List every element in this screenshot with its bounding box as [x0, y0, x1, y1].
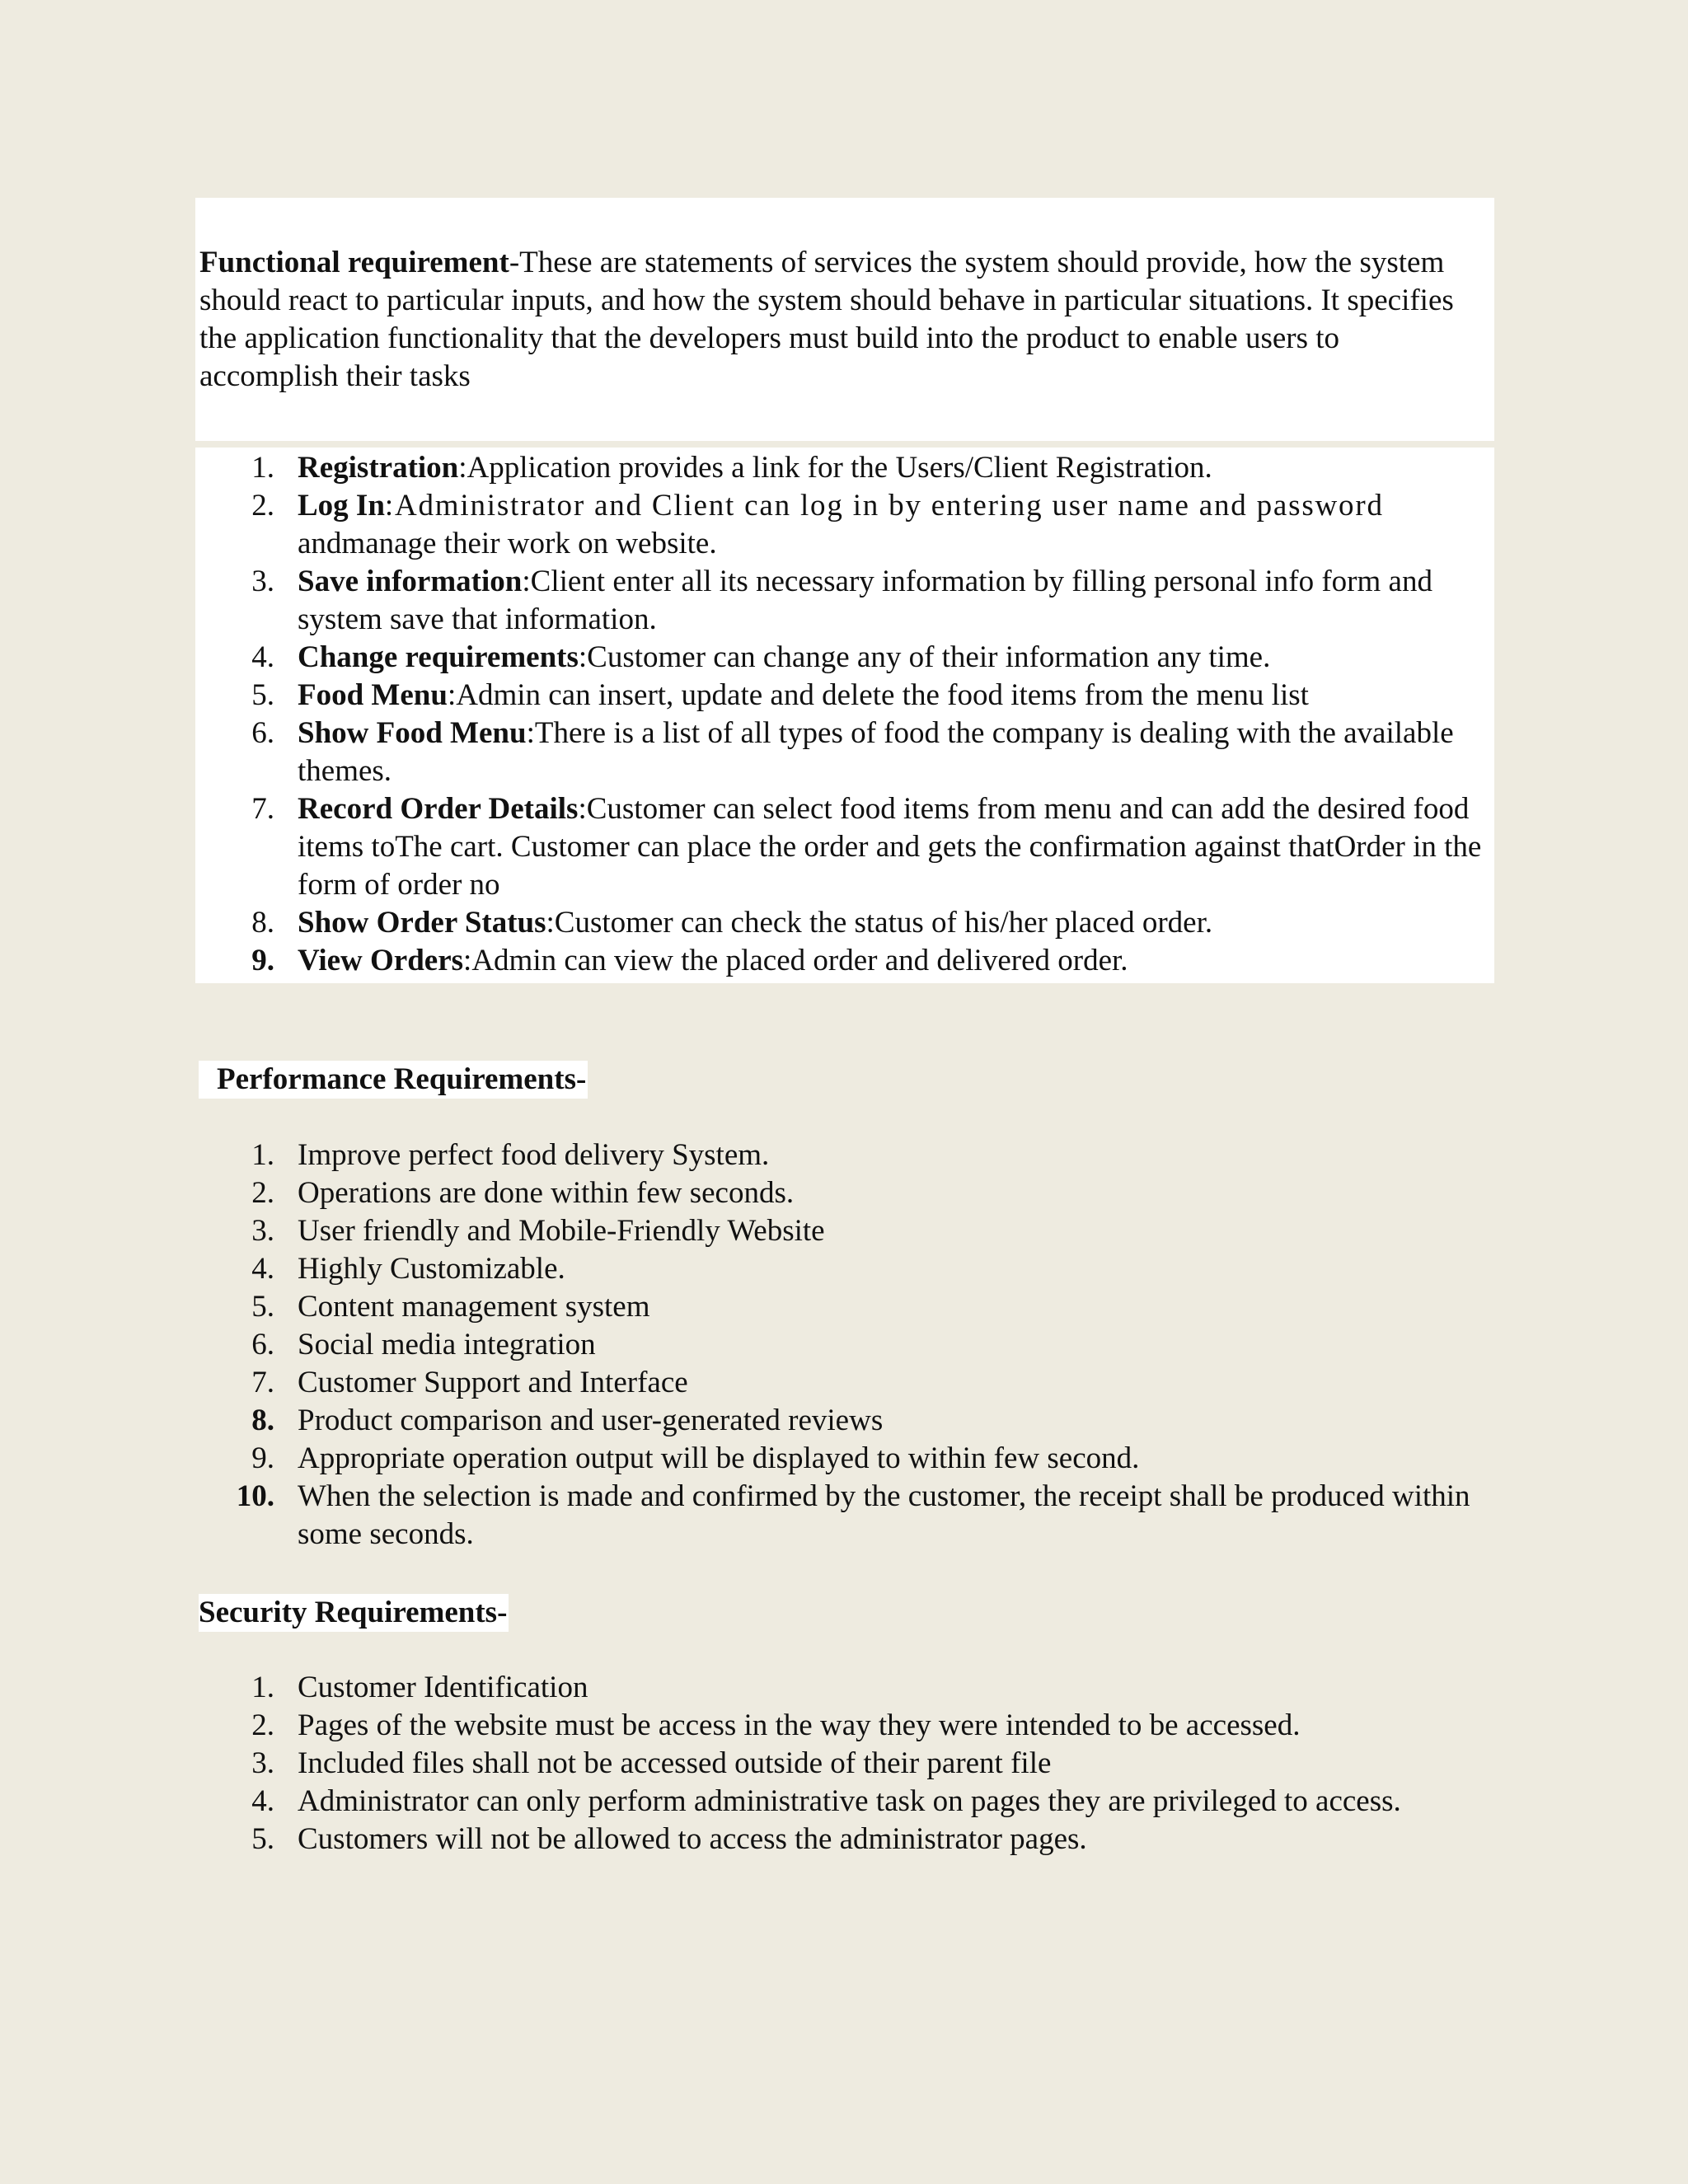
list-item: 2. Operations are done within few seconds. — [251, 1176, 795, 1210]
list-item: 3. Included files shall not be accessed outside of their parent file — [251, 1746, 1052, 1780]
list-item: 3. User friendly and Mobile-Friendly Website — [251, 1214, 825, 1248]
performance-heading: Performance Requirements- — [199, 1061, 588, 1099]
list-item: 1. Customer Identification — [251, 1671, 588, 1704]
list-item: 7. Record Order Details:Customer can select food items from menu and can add the desired food items toThe cart. Customer can place the order and gets the confirmation against thatOrder in the form of order no — [251, 792, 1482, 902]
list-item: 5. Food Menu:Admin can insert, update and delete the food items from the menu list — [251, 678, 1309, 712]
security-list — [199, 1669, 1484, 1858]
list-item: 2. Pages of the website must be access in the way they were intended to be accessed. — [251, 1708, 1301, 1742]
list-item: 6. Show Food Menu:There is a list of all types of food the company is dealing with the available themes. — [251, 716, 1454, 788]
performance-list — [199, 1137, 1501, 1554]
list-item: 5. Content management system — [251, 1290, 650, 1324]
list-item: 5. Customers will not be allowed to access the administrator pages. — [251, 1822, 1087, 1856]
functional-term: Functional requirement — [199, 246, 509, 279]
list-item: 7. Customer Support and Interface — [251, 1366, 688, 1399]
list-item: 4. Highly Customizable. — [251, 1252, 565, 1286]
functional-description: -These are statements of services the system should provide, how the system should react to particular inputs, and how the system should behave in particular situations. It specifies the application functionality that the developers must build into the product to enable users to accomplish their tasks — [199, 246, 1454, 393]
list-item: 8. Show Order Status:Customer can check the status of his/her placed order. — [251, 906, 1213, 940]
functional-intro-block — [195, 198, 1494, 441]
list-item: 1. Registration:Application provides a link for the Users/Client Registration. — [251, 451, 1212, 485]
security-heading: Security Requirements- — [199, 1594, 509, 1632]
list-item: 9. View Orders:Admin can view the placed order and delivered order. — [251, 944, 1128, 977]
functional-intro-paragraph — [199, 244, 1478, 396]
list-item: 1. Improve perfect food delivery System. — [251, 1138, 770, 1172]
list-item: 8. Product comparison and user-generated reviews — [251, 1404, 884, 1437]
list-item: 9. Appropriate operation output will be displayed to within few second. — [251, 1441, 1140, 1475]
list-item: 4. Administrator can only perform administrative task on pages they are privileged to access. — [251, 1784, 1401, 1818]
list-item: 3. Save information:Client enter all its necessary information by filling personal info form and system save that information. — [251, 565, 1432, 636]
list-item: 10. When the selection is made and confirmed by the customer, the receipt shall be produced within some seconds. — [236, 1479, 1470, 1551]
list-item: 4. Change requirements:Customer can change any of their information any time. — [251, 640, 1271, 674]
list-item: 6. Social media integration — [251, 1328, 596, 1361]
list-item: 2. Log In:Administrator and Client can log in by entering user name and password andmanage their work on website. — [251, 489, 1384, 560]
functional-list — [199, 449, 1484, 980]
